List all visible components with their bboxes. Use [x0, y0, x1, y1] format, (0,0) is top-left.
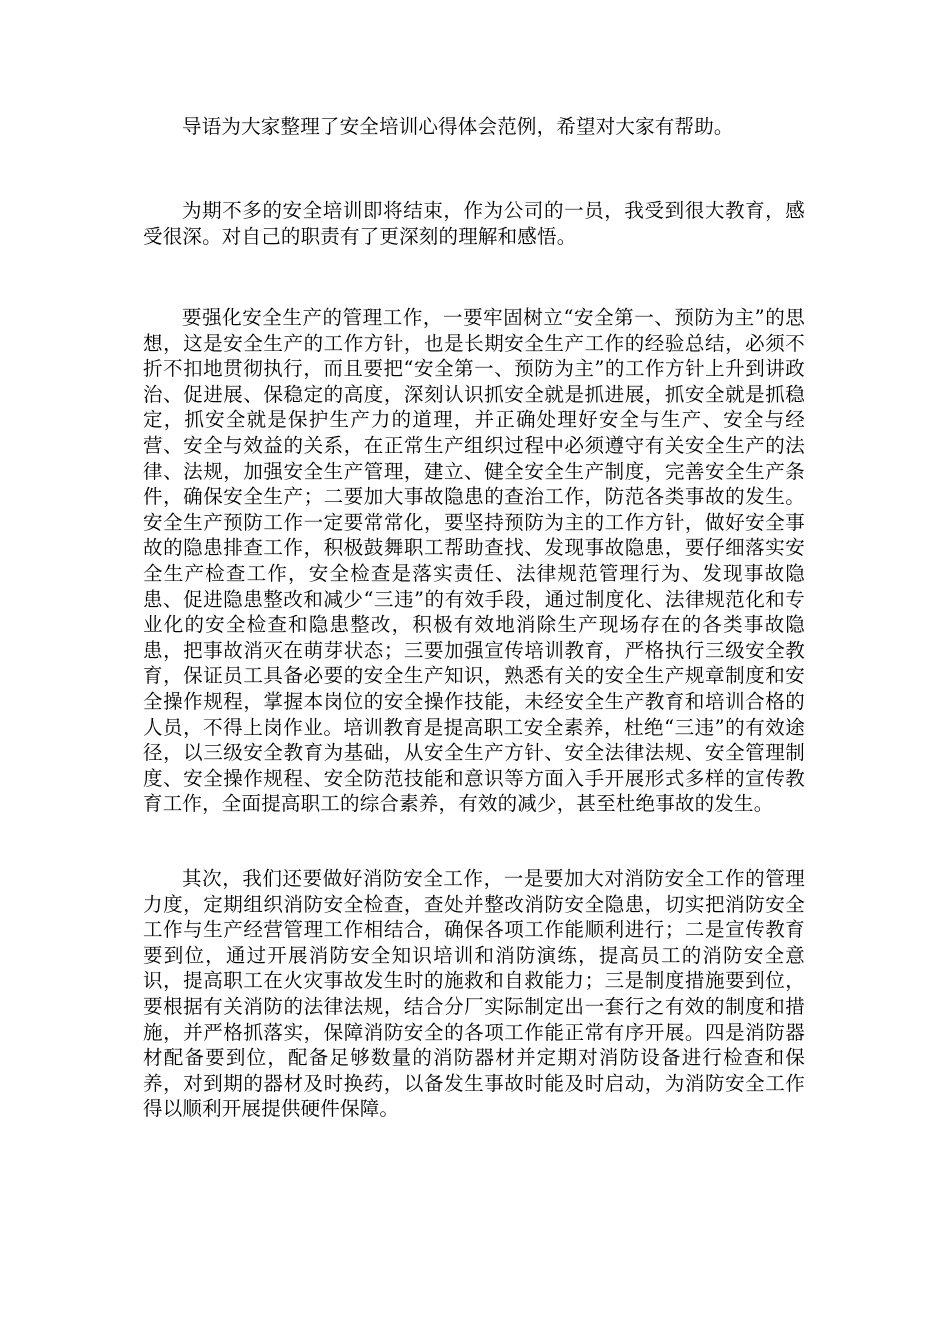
safety-management-paragraph: 要强化安全生产的管理工作，一要牢固树立“安全第一、预防为主”的思想，这是安全生产的工作方针，也是长期安全生产工作的经验总结，必须不折不扣地贯彻执行，而且要把“安全第一、预防为主”的工作方针上升到讲政治、促进展、保稳定的高度，深刻认识抓安全就是抓进展，抓安全就是抓稳定，抓安全就是保护生产力的道理，并正确处理好安全与生产、安全与经营、安全与效益的关系，在正常生产组织过程中必须遵守有关安全生产的法律、法规，加强安全生产管理，建立、健全安全生产制度，完善安全生产条件，确保安全生产；二要加大事故隐患的查治工作，防范各类事故的发生。安全生产预防工作一定要常常化，要坚持预防为主的工作方针，做好安全事故的隐患排查工作，积极鼓舞职工帮助查找、发现事故隐患，要仔细落实安全生产检查工作，安全检查是落实责任、法律规范管理行为、发现事故隐患、促进隐患整改和减少“三违”的有效手段，通过制度化、法律规范化和专业化的安全检查和隐患整改，积极有效地消除生产现场存在的各类事故隐患，把事故消灭在萌芽状态；三要加强宣传培训教育，严格执行三级安全教育，保证员工具备必要的安全生产知识，熟悉有关的安全生产规章制度和安全操作规程，掌握本岗位的安全操作技能，未经安全生产教育和培训合格的人员，不得上岗作业。培训教育是提高职工安全素养，杜绝“三违”的有效途径，以三级安全教育为基础，从安全生产方针、安全法律法规、安全管理制度、安全操作规程、安全防范技能和意识等方面入手开展形式多样的宣传教育工作，全面提高职工的综合素养，有效的减少，甚至杜绝事故的发生。	[143, 306, 805, 816]
fire-safety-paragraph: 其次，我们还要做好消防安全工作，一是要加大对消防安全工作的管理力度，定期组织消防安全检查，查处并整改消防安全隐患，切实把消防安全工作与生产经营管理工作相结合，确保各项工作能顺利进行；二是宣传教育要到位，通过开展消防安全知识培训和消防演练，提高员工的消防安全意识，提高职工在火灾事故发生时的施救和自救能力；三是制度措施要到位，要根据有关消防的法律法规，结合分厂实际制定出一套行之有效的制度和措施，并严格抓落实，保障消防安全的各项工作能正常有序开展。四是消防器材配备要到位，配备足够数量的消防器材并定期对消防设备进行检查和保养，对到期的器材及时换药，以备发生事故时能及时启动，为消防安全工作得以顺利开展提供硬件保障。	[143, 867, 805, 1121]
intro-paragraph: 导语为大家整理了安全培训心得体会范例，希望对大家有帮助。	[182, 115, 734, 138]
opening-paragraph: 为期不多的安全培训即将结束，作为公司的一员，我受到很大教育，感受很深。对自己的职责有了更深刻的理解和感悟。	[143, 199, 805, 248]
